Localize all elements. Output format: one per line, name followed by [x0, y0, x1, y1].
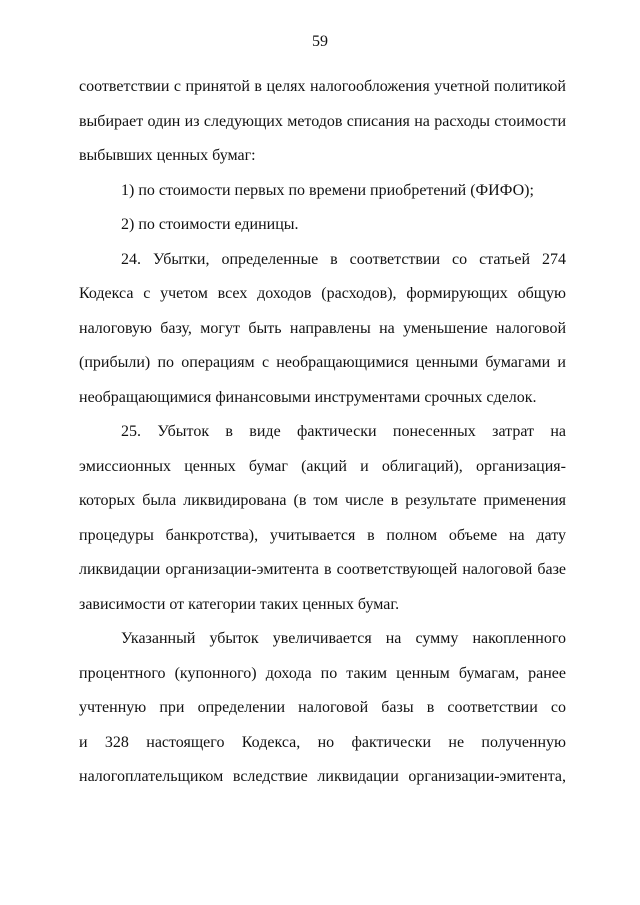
- text-line: которых была ликвидирована (в том числе в результате применения: [79, 492, 566, 509]
- text-line: 24. Убытки, определенные в соответствии со статьей 274: [121, 250, 566, 268]
- text-line: выбывших ценных бумаг:: [79, 147, 256, 164]
- text-line: 1) по стоимости первых по времени приобретений (ФИФО);: [121, 181, 534, 199]
- text-line: Кодекса с учетом всех доходов (расходов), формирующих общую: [79, 285, 566, 302]
- text-line: выбирает один из следующих методов списания на расходы стоимости: [79, 112, 566, 130]
- text-line: (прибыли) по операциям с необращающимися ценными бумагами и: [79, 354, 566, 371]
- text-line: 2) по стоимости единицы.: [121, 216, 299, 233]
- text-line: Указанный убыток увеличивается на сумму накопленного: [121, 630, 566, 647]
- text-line: зависимости от категории таких ценных бумаг.: [79, 595, 400, 613]
- text-line: процедуры банкротства), учитывается в полном объеме на дату: [79, 526, 566, 544]
- text-line: налоговую базу, могут быть направлены на уменьшение налоговой: [79, 319, 566, 337]
- text-line: 25. Убыток в виде фактически понесенных затрат на: [121, 423, 566, 440]
- document-body: [79, 70, 566, 795]
- text-line: процентного (купонного) дохода по таким ценным бумагам, ранее: [79, 664, 566, 682]
- text-line: соответствии с принятой в целях налогообложения учетной политикой: [79, 78, 566, 95]
- text-line: ликвидации организации-эмитента в соответствующей налоговой базе: [79, 561, 566, 578]
- page-number: 59: [312, 33, 328, 50]
- text-line: налогоплательщиком вследствие ликвидации организации-эмитента,: [79, 768, 566, 785]
- text-line: эмиссионных ценных бумаг (акций и облигаций), организация-: [79, 457, 566, 475]
- text-line: учтенную при определении налоговой базы в соответствии со: [79, 699, 566, 716]
- text-line: необращающимися финансовыми инструментами срочных сделок.: [79, 388, 537, 406]
- text-line: и 328 настоящего Кодекса, но фактически не полученную: [79, 733, 566, 751]
